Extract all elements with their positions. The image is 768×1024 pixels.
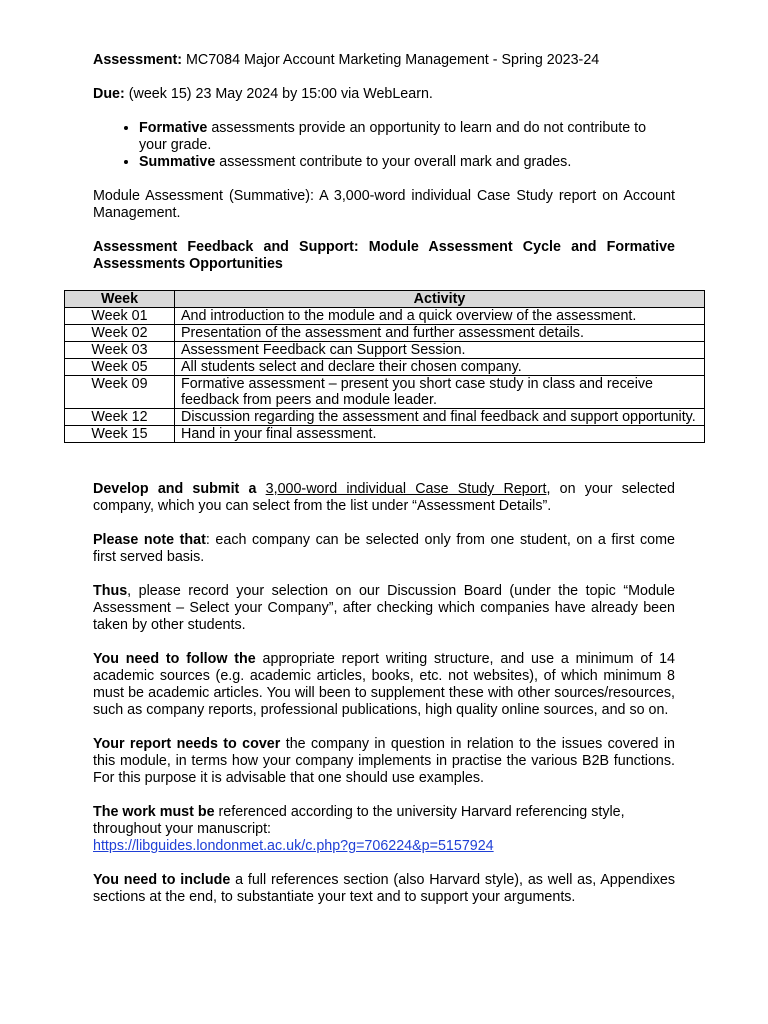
note-paragraph: Please note that: each company can be selected only from one student, on a first come first served basis. <box>93 532 675 565</box>
assessment-line <box>93 52 675 69</box>
assessment-types-list <box>93 120 675 171</box>
activity-cell: Hand in your final assessment. <box>175 426 705 443</box>
week-column-header: Week <box>65 291 175 308</box>
week-cell: Week 09 <box>65 376 175 409</box>
list-item: • Summative assessment contribute to your overall mark and grades. <box>139 154 675 171</box>
table-row <box>65 359 705 376</box>
activity-cell: Discussion regarding the assessment and final feedback and support opportunity. <box>175 409 705 426</box>
schedule-table-wrapper <box>64 290 705 443</box>
week-cell: Week 12 <box>65 409 175 426</box>
schedule-table <box>64 290 705 443</box>
table-row <box>65 376 705 409</box>
list-item: • Formative assessments provide an opportunity to learn and do not contribute to your grade. <box>139 120 675 154</box>
table-row <box>65 308 705 325</box>
referencing-paragraph: The work must be referenced according to the university Harvard referencing style, throughout your manuscript: https://libguides.londonmet.ac.uk/c.php?g=706224&p=5157924 <box>93 804 625 854</box>
week-cell: Week 15 <box>65 426 175 443</box>
feedback-heading: Assessment Feedback and Support: Module Assessment Cycle and Formative Assessments Opportunities <box>93 239 675 272</box>
harvard-guide-link[interactable]: https://libguides.londonmet.ac.uk/c.php?g=706224&p=5157924 <box>93 838 494 854</box>
table-header-row <box>65 291 705 308</box>
due-line <box>93 86 675 103</box>
activity-cell: All students select and declare their chosen company. <box>175 359 705 376</box>
develop-paragraph: Develop and submit a 3,000-word individual Case Study Report, on your selected company, which you can select from the list under “Assessment Details”. <box>93 481 675 514</box>
table-row <box>65 325 705 342</box>
assessment-label: Assessment: <box>93 52 182 68</box>
module-assessment-text: Module Assessment (Summative): A 3,000-word individual Case Study report on Account Management. <box>93 188 675 221</box>
assessment-title: MC7084 Major Account Marketing Management - Spring 2023-24 <box>185 52 600 68</box>
activity-cell: Presentation of the assessment and further assessment details. <box>175 325 705 342</box>
due-text: (week 15) 23 May 2024 by 15:00 via WebLearn. <box>128 86 433 102</box>
thus-paragraph: Thus, please record your selection on our Discussion Board (under the topic “Module Assessment – Select your Company”, after checking which companies have already been taken by other students. <box>93 583 675 633</box>
week-cell: Week 03 <box>65 342 175 359</box>
document-body <box>93 481 675 906</box>
activity-column-header: Activity <box>175 291 705 308</box>
activity-cell: Assessment Feedback can Support Session. <box>175 342 705 359</box>
table-row <box>65 426 705 443</box>
table-row <box>65 342 705 359</box>
activity-cell: And introduction to the module and a quick overview of the assessment. <box>175 308 705 325</box>
follow-paragraph: You need to follow the appropriate report writing structure, and use a minimum of 14 academic sources (e.g. academic articles, books, etc. not websites), of which minimum 8 must be academic articles. You will been to supplement these with other sources/resources, such as company reports, professional publications, high quality online sources, and so on. <box>93 651 675 718</box>
activity-cell: Formative assessment – present you short case study in class and receive feedback from peers and module leader. <box>175 376 705 409</box>
week-cell: Week 01 <box>65 308 175 325</box>
week-cell: Week 05 <box>65 359 175 376</box>
report-requirement: 3,000-word individual Case Study Report <box>265 481 547 497</box>
due-label: Due: <box>93 86 125 102</box>
document-top <box>93 52 675 273</box>
include-paragraph: You need to include a full references section (also Harvard style), as well as, Appendixes sections at the end, to substantiate your text and to support your arguments. <box>93 872 675 905</box>
week-cell: Week 02 <box>65 325 175 342</box>
cover-paragraph: Your report needs to cover the company in question in relation to the issues covered in this module, in terms how your company implements in practise the various B2B functions. For this purpose it is advisable that one should use examples. <box>93 736 675 786</box>
table-row <box>65 409 705 426</box>
